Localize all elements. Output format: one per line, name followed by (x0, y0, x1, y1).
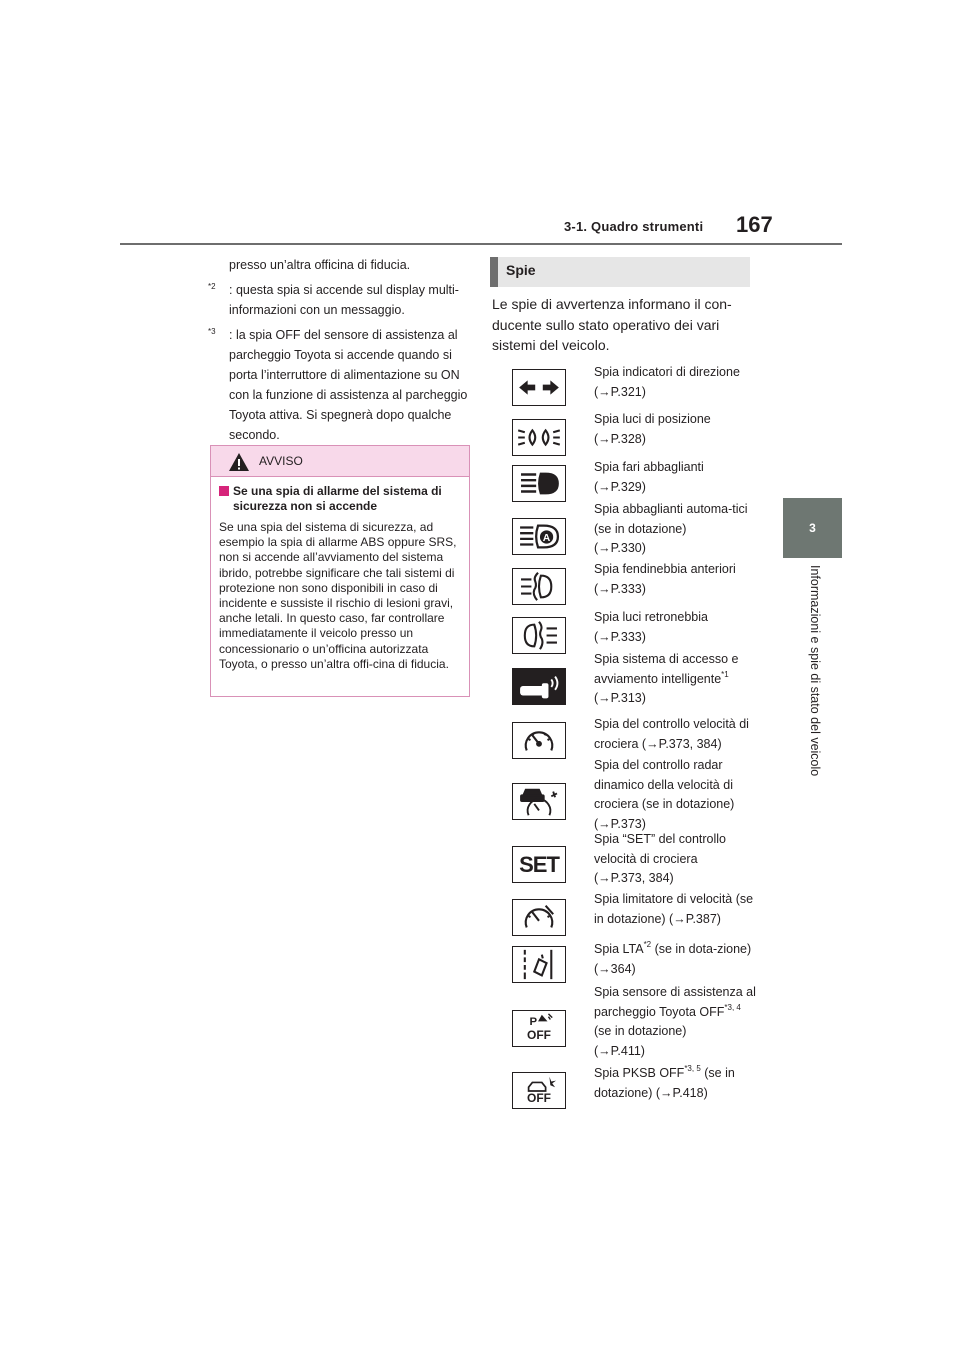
section-heading (490, 257, 750, 287)
warning-body: Se una spia del sistema di sicurezza, ad esempio la spia di allarme ABS oppure SRS, non si accende all’avviamento del sistema ibrido, potrebbe significare che tali sistemi di protezione non sono disponibili in caso di incidente e sussiste il rischio di lesioni gravi, anche letali. In questo caso, far controllare immediatamente il veicolo presso un concessionario o un’officina autorizzata Toyota, o presso un’altra offi-cina di fiducia. (219, 520, 457, 671)
rear-fog-indicator-icon (512, 617, 566, 654)
indicator-item (594, 500, 759, 559)
footnote-ref: *3, 5 (684, 1064, 701, 1073)
warning-title (219, 484, 461, 514)
indicator-desc-rest: (se in dotazione) (594, 1024, 687, 1038)
intro-paragraph: Le spie di avvertenza informano il con-ducente sullo stato operativo dei vari sistemi del veicolo. (492, 296, 732, 353)
heading-bar (490, 257, 498, 287)
indicator-ref[interactable]: (→P.321) (594, 384, 646, 399)
footnote-3-mark: *3 (208, 327, 216, 336)
indicator-item (594, 363, 759, 402)
indicator-desc (594, 650, 759, 689)
chapter-title (783, 565, 842, 805)
cruise-control-indicator-icon (512, 722, 566, 759)
radar-cruise-indicator-icon (512, 783, 566, 820)
indicator-desc-text: Spia sensore di assistenza al parcheggio Toyota OFF (594, 985, 756, 1019)
indicator-ref[interactable]: (→P.328) (594, 431, 646, 446)
footnote-continuation: presso un’altra officina di fiducia. (229, 258, 411, 272)
indicator-desc[interactable] (594, 940, 759, 979)
warning-title-text: Se una spia di allarme del sistema di sicurezza non si accende (233, 484, 442, 513)
indicator-desc[interactable]: Spia del controllo velocità di crociera (→P.373, 384) (594, 717, 749, 751)
indicator-desc (594, 983, 759, 1042)
indicator-desc-text: Spia sistema di accesso e avviamento intelligente (594, 652, 739, 686)
off-icon-text: OFF (527, 1091, 551, 1105)
indicator-desc[interactable] (594, 1064, 759, 1103)
header-divider (120, 243, 842, 245)
indicator-desc-text: Spia LTA (594, 942, 644, 956)
lta-indicator-icon (512, 946, 566, 983)
indicator-ref[interactable]: (→P.373) (594, 816, 646, 831)
indicator-item (594, 650, 759, 709)
footnote-3 (208, 322, 468, 445)
indicator-desc: Spia fari abbaglianti (594, 460, 704, 474)
set-icon-text: SET (519, 852, 559, 877)
footnote-2-text: : questa spia si accende sul display multi-informazioni con un messaggio. (229, 283, 459, 317)
warning-box (210, 445, 470, 697)
chapter-tab[interactable]: 3 (783, 498, 842, 558)
footnote-3-text: : la spia OFF del sensore di assistenza al parcheggio Toyota si accende quando si porta l’interruttore di alimentazione su ON con la funzione di assistenza al parcheggio Toyota attiva. Si spegnerà dopo qualche secondo. (229, 328, 468, 442)
warning-triangle-icon (228, 452, 250, 472)
bullet-square-icon (219, 486, 229, 496)
set-indicator-icon (512, 846, 566, 883)
high-beam-indicator-icon (512, 465, 566, 502)
indicator-ref[interactable]: (→P.313) (594, 691, 646, 705)
section-heading-text: Spie (506, 262, 536, 278)
indicator-item (594, 410, 759, 449)
indicator-item (594, 608, 759, 647)
front-fog-indicator-icon (512, 568, 566, 605)
indicator-item (594, 458, 759, 497)
parking-sensor-off-indicator-icon (512, 1010, 566, 1047)
indicator-desc: Spia “SET” del controllo velocità di crociera (594, 832, 727, 866)
indicator-ref[interactable]: (→P.333) (594, 629, 646, 644)
smart-entry-indicator-icon (512, 668, 566, 705)
svg-text:P: P (529, 1016, 538, 1029)
indicator-item (594, 890, 759, 929)
indicator-desc-rest: (se in dotazione) (→P.418) (594, 1066, 735, 1100)
pksb-off-indicator-icon (512, 1072, 566, 1109)
indicator-item (594, 1064, 759, 1103)
indicator-desc-rest: (se in dota-zione) (→364) (594, 942, 752, 976)
indicator-ref[interactable]: (→P.330) (594, 541, 646, 555)
warning-label: AVVISO (259, 454, 303, 468)
turn-signal-indicator-icon (512, 369, 566, 406)
indicator-desc: Spia abbaglianti automa-tici (se in dotazione) (594, 502, 748, 536)
footnote-2 (208, 277, 468, 320)
footnote-ref: *1 (721, 669, 729, 679)
auto-high-beam-indicator-icon (512, 518, 566, 555)
speed-limiter-indicator-icon (512, 899, 566, 936)
indicator-item (594, 830, 759, 889)
indicator-desc-text: Spia PKSB OFF (594, 1066, 685, 1080)
svg-text:A: A (542, 533, 551, 545)
indicator-item (594, 983, 759, 1061)
indicator-ref[interactable]: (→P.333) (594, 581, 646, 596)
indicator-desc: Spia luci di posizione (594, 412, 711, 426)
position-lights-indicator-icon (512, 419, 566, 456)
page-number: 167 (736, 212, 773, 237)
indicator-desc: Spia fendinebbia anteriori (594, 562, 736, 576)
footnotes (208, 255, 468, 447)
indicator-desc: Spia indicatori di direzione (594, 365, 740, 379)
indicator-desc: Spia luci retronebbia (594, 610, 708, 624)
indicator-item (594, 756, 759, 834)
indicator-item (594, 715, 759, 754)
indicator-desc: Spia del controllo radar dinamico della velocità di crociera (se in dotazione) (594, 758, 735, 811)
footnote-ref: *3, 4 (724, 1002, 741, 1012)
indicator-ref[interactable]: (→P.373, 384) (594, 871, 674, 885)
indicator-ref[interactable]: (→P.411) (594, 1043, 645, 1058)
off-icon-text: OFF (527, 1028, 551, 1042)
indicator-item (594, 940, 759, 979)
indicator-ref[interactable]: (→P.329) (594, 479, 646, 494)
footnote-2-mark: *2 (208, 282, 216, 291)
indicator-item (594, 560, 759, 599)
footnote-ref: *2 (643, 940, 652, 949)
warning-header (211, 446, 469, 477)
section-title: 3-1. Quadro strumenti (564, 219, 704, 234)
chapter-title-text: Informazioni e spie di stato del veicolo (808, 565, 822, 777)
indicator-desc[interactable]: Spia limitatore di velocità (se in dotazione) (→P.387) (594, 892, 754, 926)
